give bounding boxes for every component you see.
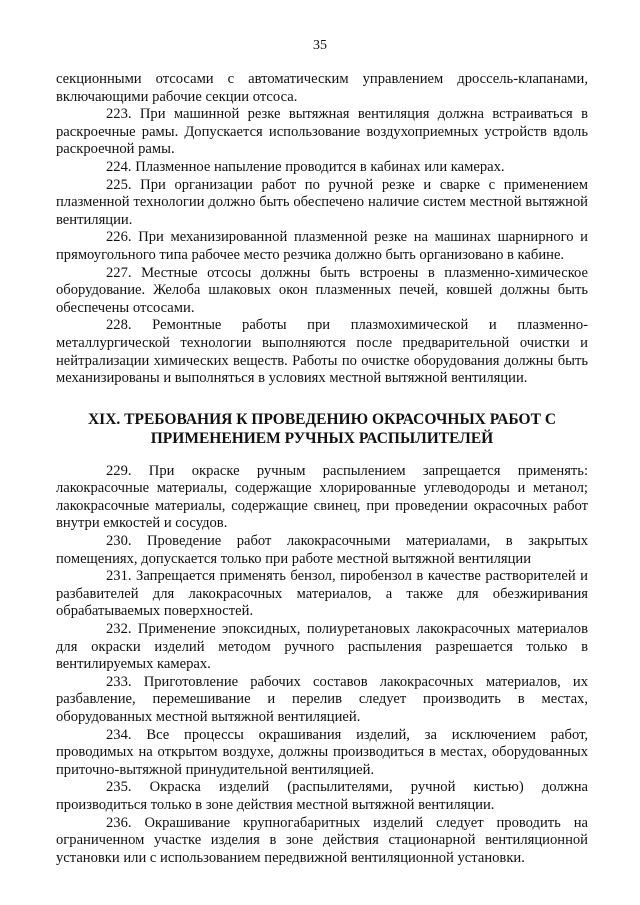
paragraph: секционными отсосами с автоматическим управлением дроссель-клапанами, включающими рабочие секции отсоса. [56, 71, 588, 105]
paragraph-227: 227. Местные отсосы должны быть встроены в плазменно-химическое оборудование. Желоба шлаковых окон плазменных печей, ковшей должны быть обеспечены отсосами. [56, 264, 588, 316]
paragraph-234: 234. Все процессы окрашивания изделий, за исключением работ, проводимых на открытом воздухе, должны производиться в местах, оборудованных приточно-вытяжной принудительной вентиляцией. [56, 726, 588, 778]
paragraph-235: 235. Окраска изделий (распылителями, ручной кистью) должна производиться только в зоне действия местной вытяжной вентиляции. [56, 779, 588, 813]
page-number: 35 [313, 38, 327, 53]
paragraph-229: 229. При окраске ручным распылением запрещается применять: лакокрасочные материалы, содержащие хлорированные углеводороды и метанол; лакокрасочные материалы, содержащие свинец, при проведении окрасочных работ внутри емкостей и сосудов. [56, 462, 588, 532]
paragraph-233: 233. Приготовление рабочих составов лакокрасочных материалов, их разбавление, перемешивание и перелив следует производить в местах, оборудованных местной вытяжной вентиляцией. [56, 673, 588, 725]
paragraphs-before-section [56, 71, 588, 388]
paragraph-236: 236. Окрашивание крупногабаритных изделий следует проводить на ограниченном участке изделия в зоне действия стационарной вентиляционной установки или с использованием передвижной вентиляционной установки. [56, 814, 588, 866]
paragraph-228: 228. Ремонтные работы при плазмохимической и плазменно-металлургической технологии выполняются после предварительной очистки и нейтрализации химических веществ. Работы по очистке оборудования должны быть механизированы и выполняться в условиях местной вытяжной вентиляции. [56, 317, 588, 387]
paragraph-225: 225. При организации работ по ручной резке и сварке с применением плазменной технологии должно быть обеспечено наличие систем местной вытяжной вентиляции. [56, 176, 588, 228]
paragraph-232: 232. Применение эпоксидных, полиуретановых лакокрасочных материалов для окраски изделий методом ручного распыления разрешается только в вентилируемых камерах. [56, 621, 588, 673]
paragraph-230: 230. Проведение работ лакокрасочными материалами, в закрытых помещениях, допускается только при работе местной вытяжной вентиляции [56, 533, 588, 567]
paragraph-223: 223. При машинной резке вытяжная вентиляция должна встраиваться в раскроечные рамы. Допускается использование воздухоприемных устройств вдоль раскроечной рамы. [56, 106, 588, 158]
section-heading: XIX. ТРЕБОВАНИЯ К ПРОВЕДЕНИЮ ОКРАСОЧНЫХ РАБОТ С ПРИМЕНЕНИЕМ РУЧНЫХ РАСПЫЛИТЕЛЕЙ [87, 410, 557, 447]
paragraphs-after-section [56, 463, 588, 868]
document-body [56, 71, 588, 867]
paragraph-226: 226. При механизированной плазменной резке на машинах шарнирного и прямоугольного типа рабочее место резчика должно быть организовано в кабине. [56, 229, 588, 263]
paragraph-231: 231. Запрещается применять бензол, пиробензол в качестве растворителей и разбавителей для лакокрасочных материалов, а также для обезжиривания обрабатываемых поверхностей. [56, 568, 588, 620]
paragraph-224: 224. Плазменное напыление проводится в кабинах или камерах. [106, 158, 505, 175]
